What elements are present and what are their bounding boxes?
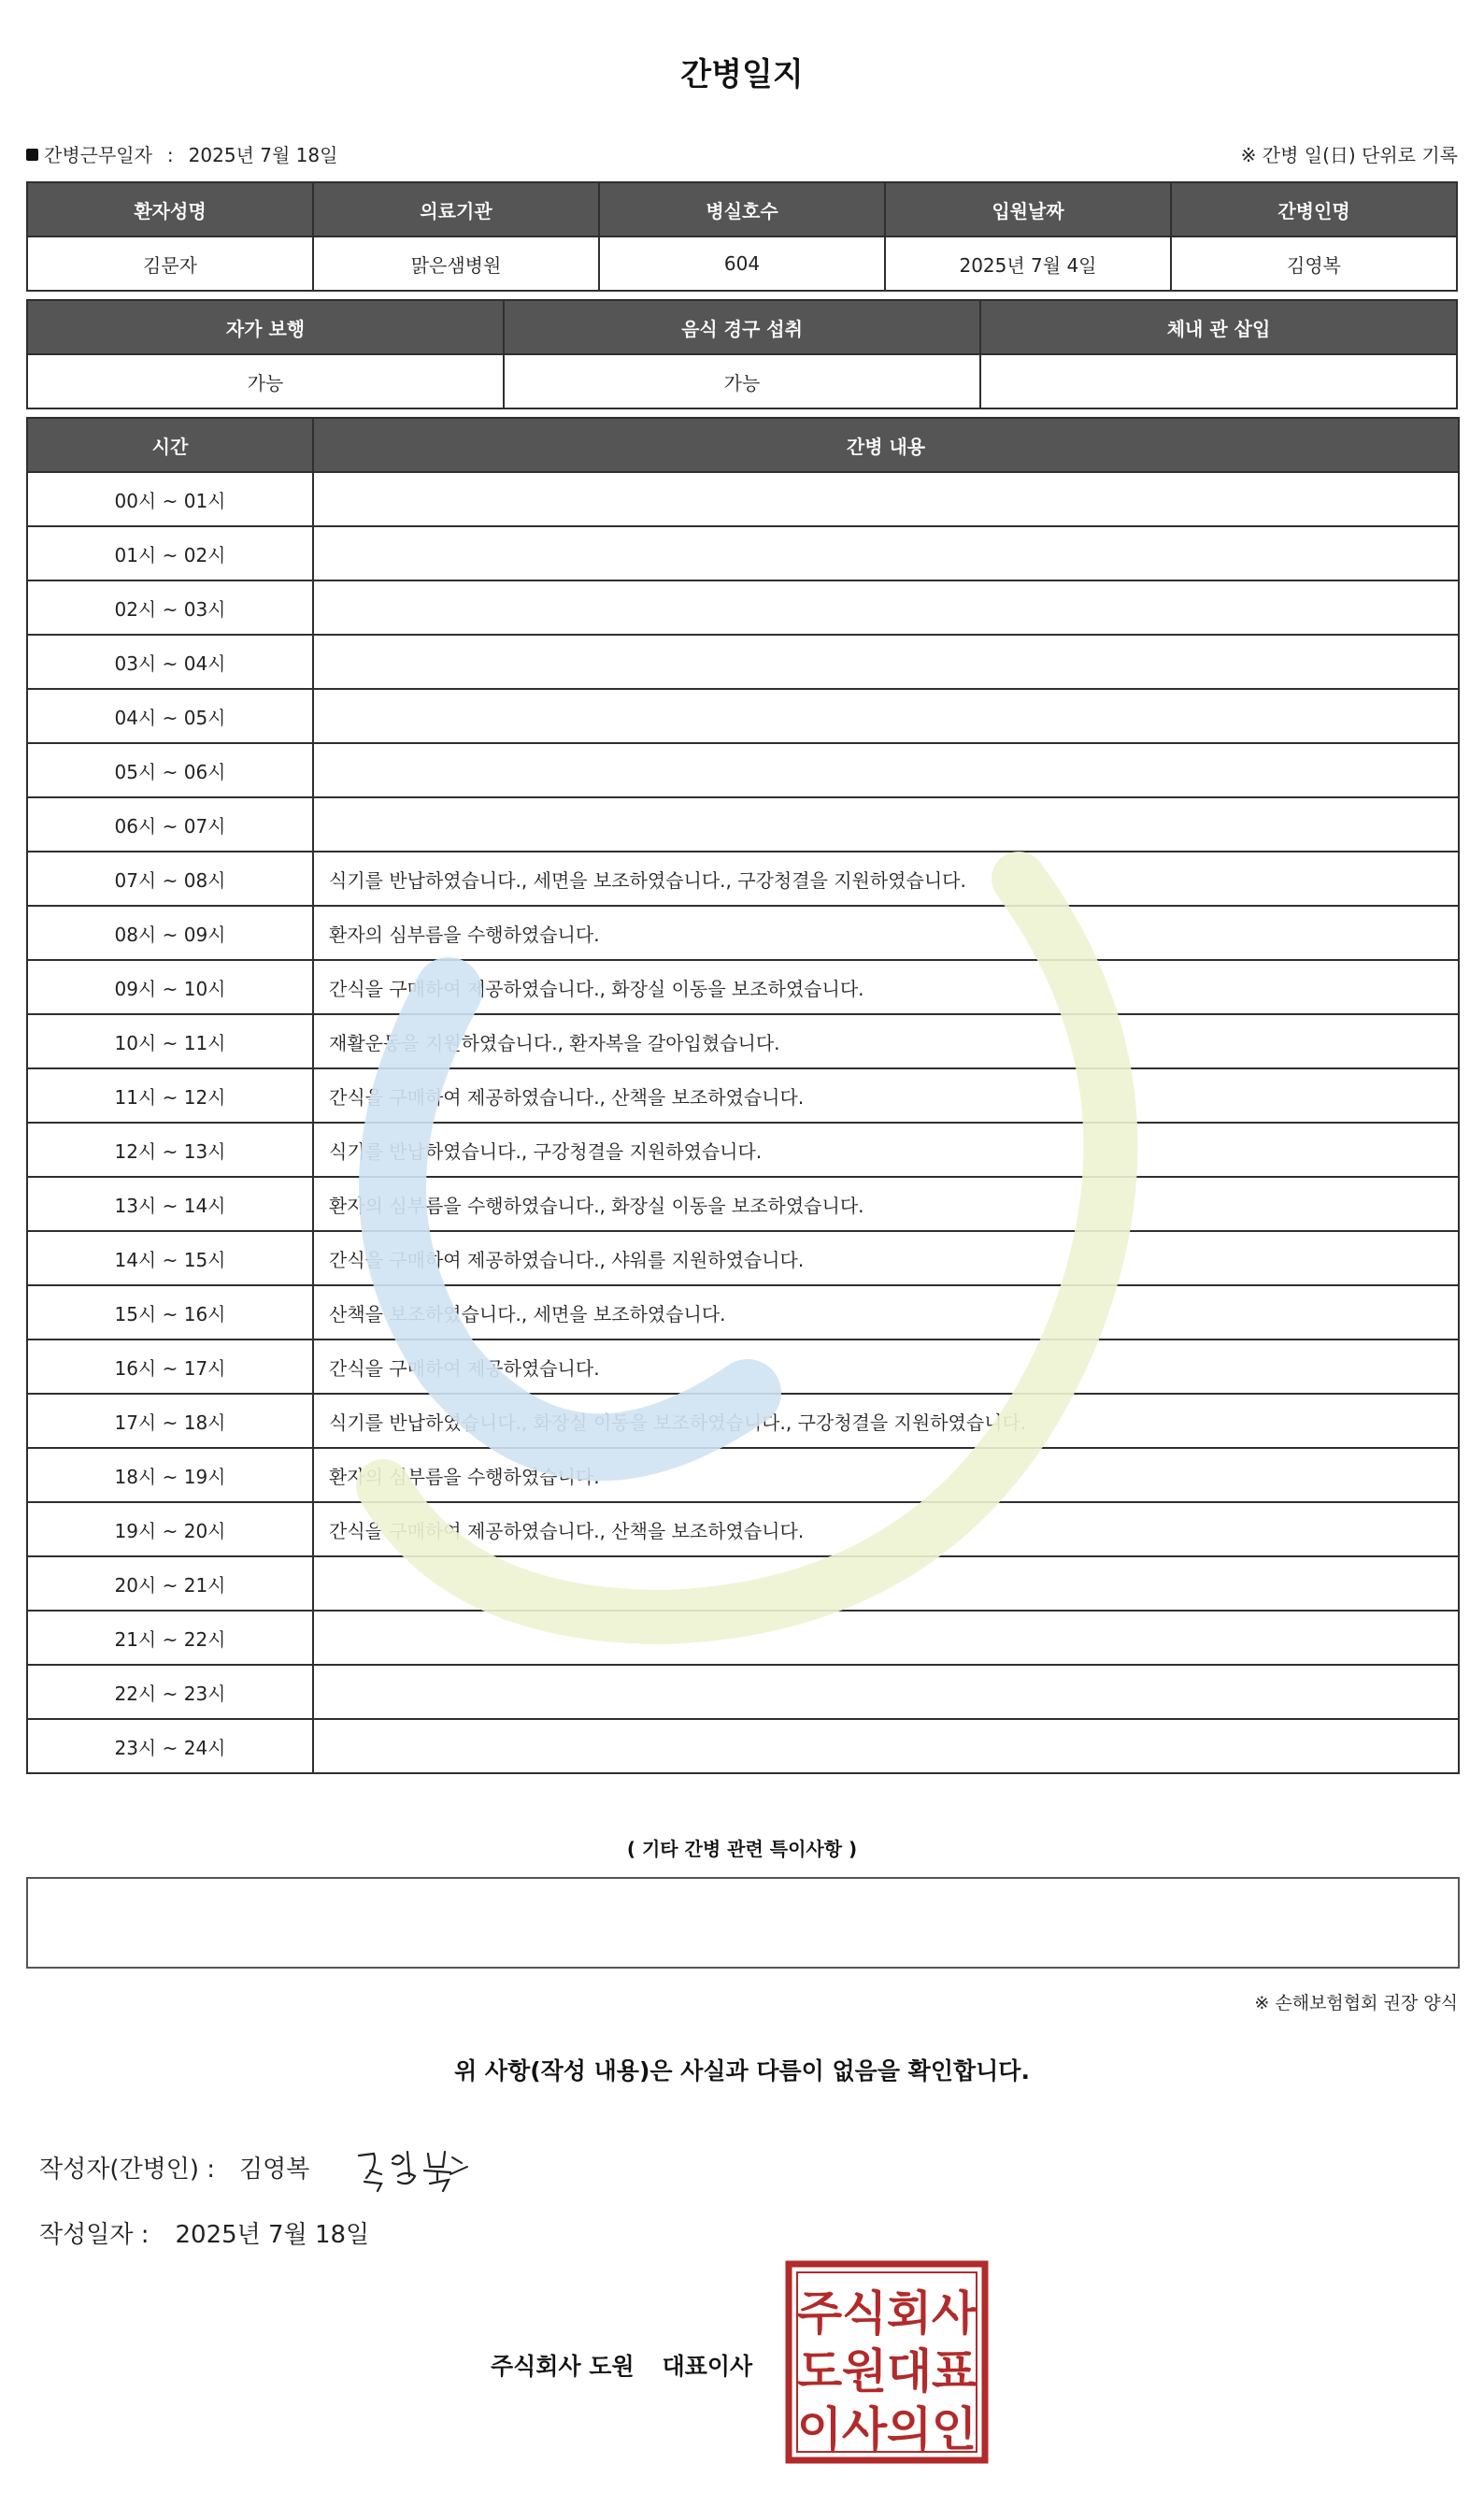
handwritten-signature <box>353 2139 475 2195</box>
care-log-content <box>313 1719 1459 1773</box>
care-log-row <box>27 1339 1459 1394</box>
care-log-time: 21시 ~ 22시 <box>27 1611 313 1665</box>
patient-name-value: 김문자 <box>27 236 313 291</box>
care-log-row <box>27 852 1459 906</box>
hospital-value: 맑은샘병원 <box>313 236 599 291</box>
seal-character: 사 <box>841 2402 888 2457</box>
writer-line <box>39 2150 309 2185</box>
company-name: 주식회사 도원 <box>491 2353 635 2380</box>
care-log-time: 19시 ~ 20시 <box>27 1502 313 1556</box>
care-log-row <box>27 797 1459 852</box>
written-date-label: 작성일자 : <box>39 2221 150 2249</box>
seal-character: 인 <box>931 2402 977 2457</box>
written-date-value: 2025년 7월 18일 <box>175 2221 370 2249</box>
care-log-table <box>26 417 1460 1774</box>
care-log-time: 12시 ~ 13시 <box>27 1123 313 1177</box>
care-log-content: 환자의 심부름을 수행하였습니다. <box>313 906 1459 960</box>
care-log-time: 00시 ~ 01시 <box>27 472 313 526</box>
care-log-time: 08시 ~ 09시 <box>27 906 313 960</box>
company-line <box>491 2348 752 2382</box>
care-log-time: 03시 ~ 04시 <box>27 635 313 689</box>
care-log-time: 16시 ~ 17시 <box>27 1339 313 1394</box>
header-caregiver-name: 간병인명 <box>1171 182 1457 236</box>
care-log-row <box>27 1014 1459 1068</box>
care-log-content: 식기를 반납하였습니다., 구강청결을 지원하였습니다. <box>313 1123 1459 1177</box>
care-log-content: 환자의 심부름을 수행하였습니다., 화장실 이동을 보조하였습니다. <box>313 1177 1459 1231</box>
care-log-row <box>27 472 1459 526</box>
admission-date-value: 2025년 7월 4일 <box>885 236 1171 291</box>
care-log-row <box>27 689 1459 743</box>
care-log-content: 환자의 심부름을 수행하였습니다. <box>313 1448 1459 1502</box>
seal-character: 도 <box>796 2344 843 2399</box>
room-number-value: 604 <box>599 236 885 291</box>
company-seal-stamp <box>785 2260 989 2464</box>
care-log-time: 22시 ~ 23시 <box>27 1665 313 1719</box>
care-log-row <box>27 1719 1459 1773</box>
seal-character: 대 <box>886 2344 933 2399</box>
care-log-content <box>313 797 1459 852</box>
care-log-content: 간식을 구매하여 제공하였습니다. <box>313 1339 1459 1394</box>
self-walking-value: 가능 <box>27 354 504 408</box>
care-log-time: 07시 ~ 08시 <box>27 852 313 906</box>
page-title: 간병일지 <box>680 56 804 93</box>
seal-character: 이 <box>796 2402 843 2457</box>
care-log-time: 23시 ~ 24시 <box>27 1719 313 1773</box>
care-log-content: 식기를 반납하였습니다., 세면을 보조하였습니다., 구강청결을 지원하였습니다. <box>313 852 1459 906</box>
care-log-row <box>27 1285 1459 1339</box>
care-log-content: 간식을 구매하여 제공하였습니다., 산책을 보조하였습니다. <box>313 1068 1459 1123</box>
care-log-time: 04시 ~ 05시 <box>27 689 313 743</box>
care-log-content: 간식을 구매하여 제공하였습니다., 산책을 보조하였습니다. <box>313 1502 1459 1556</box>
seal-character: 의 <box>886 2402 933 2457</box>
care-log-row <box>27 1123 1459 1177</box>
care-log-content: 식기를 반납하였습니다., 화장실 이동을 보조하였습니다., 구강청결을 지원하였습니다. <box>313 1394 1459 1448</box>
seal-character: 주 <box>796 2286 843 2341</box>
work-date-colon: : <box>166 144 174 166</box>
header-room-number: 병실호수 <box>599 182 885 236</box>
patient-status-header-row <box>27 300 1457 354</box>
care-log-time: 20시 ~ 21시 <box>27 1556 313 1611</box>
care-log-content <box>313 580 1459 635</box>
care-log-content <box>313 1556 1459 1611</box>
written-date-line <box>39 2215 369 2250</box>
work-date-line <box>26 140 337 167</box>
seal-character: 회 <box>886 2286 933 2341</box>
care-log-content <box>313 1665 1459 1719</box>
care-log-row <box>27 1665 1459 1719</box>
care-log-time: 17시 ~ 18시 <box>27 1394 313 1448</box>
care-log-row <box>27 1068 1459 1123</box>
seal-character: 표 <box>931 2344 977 2399</box>
oral-intake-value: 가능 <box>504 354 980 408</box>
patient-status-table <box>26 299 1458 409</box>
care-log-body <box>27 472 1459 1773</box>
care-log-time: 05시 ~ 06시 <box>27 743 313 797</box>
form-source-note: ※ 손해보험협회 권장 양식 <box>1254 1993 1458 2013</box>
care-log-time: 10시 ~ 11시 <box>27 1014 313 1068</box>
seal-character: 식 <box>841 2286 888 2341</box>
remarks-title: ( 기타 간병 관련 특이사항 ) <box>626 1838 858 1860</box>
tube-insertion-value <box>980 354 1457 408</box>
care-log-time: 02시 ~ 03시 <box>27 580 313 635</box>
care-log-time: 14시 ~ 15시 <box>27 1231 313 1285</box>
care-log-row <box>27 960 1459 1014</box>
caregiver-name-value: 김영복 <box>1171 236 1457 291</box>
care-log-content <box>313 526 1459 580</box>
care-log-time: 06시 ~ 07시 <box>27 797 313 852</box>
care-log-time: 11시 ~ 12시 <box>27 1068 313 1123</box>
ceo-label: 대표이사 <box>662 2353 753 2380</box>
work-date-label: 간병근무일자 <box>44 144 152 166</box>
patient-status-value-row <box>27 354 1457 408</box>
header-admission-date: 입원날짜 <box>885 182 1171 236</box>
care-log-row <box>27 1448 1459 1502</box>
care-log-row <box>27 526 1459 580</box>
writer-name: 김영복 <box>239 2156 310 2184</box>
remarks-box <box>26 1877 1460 1969</box>
care-log-row <box>27 1231 1459 1285</box>
care-log-content <box>313 635 1459 689</box>
care-log-row <box>27 1611 1459 1665</box>
care-log-content: 재활운동을 지원하였습니다., 환자복을 갈아입혔습니다. <box>313 1014 1459 1068</box>
care-log-row <box>27 906 1459 960</box>
header-care-content: 간병 내용 <box>313 418 1459 472</box>
care-log-header-row <box>27 418 1459 472</box>
care-log-content <box>313 472 1459 526</box>
care-log-row <box>27 580 1459 635</box>
care-log-row <box>27 1556 1459 1611</box>
care-log-time: 01시 ~ 02시 <box>27 526 313 580</box>
care-log-time: 13시 ~ 14시 <box>27 1177 313 1231</box>
care-log-row <box>27 1394 1459 1448</box>
care-log-row <box>27 1502 1459 1556</box>
care-log-content: 간식을 구매하여 제공하였습니다., 샤워를 지원하였습니다. <box>313 1231 1459 1285</box>
care-log-time: 18시 ~ 19시 <box>27 1448 313 1502</box>
patient-info-value-row <box>27 236 1457 291</box>
seal-character: 원 <box>841 2344 888 2399</box>
record-unit-note: ※ 간병 일(日) 단위로 기록 <box>1240 144 1458 166</box>
care-log-content <box>313 743 1459 797</box>
care-log-content <box>313 1611 1459 1665</box>
confirmation-statement: 위 사항(작성 내용)은 사실과 다름이 없음을 확인합니다. <box>454 2057 1030 2084</box>
writer-label: 작성자(간병인) : <box>39 2156 216 2184</box>
header-hospital: 의료기관 <box>313 182 599 236</box>
care-log-content: 산책을 보조하였습니다., 세면을 보조하였습니다. <box>313 1285 1459 1339</box>
care-log-time: 15시 ~ 16시 <box>27 1285 313 1339</box>
bullet-square-icon <box>26 149 38 161</box>
work-date-value: 2025년 7월 18일 <box>188 144 338 166</box>
header-time: 시간 <box>27 418 313 472</box>
seal-character: 사 <box>931 2286 977 2341</box>
patient-info-header-row <box>27 182 1457 236</box>
care-log-content: 간식을 구매하여 제공하였습니다., 화장실 이동을 보조하였습니다. <box>313 960 1459 1014</box>
care-log-time: 09시 ~ 10시 <box>27 960 313 1014</box>
header-oral-intake: 음식 경구 섭취 <box>504 300 980 354</box>
care-log-content <box>313 689 1459 743</box>
patient-info-table <box>26 181 1458 292</box>
care-log-row <box>27 1177 1459 1231</box>
header-self-walking: 자가 보행 <box>27 300 504 354</box>
header-patient-name: 환자성명 <box>27 182 313 236</box>
care-log-row <box>27 635 1459 689</box>
care-log-row <box>27 743 1459 797</box>
header-tube-insertion: 체내 관 삽입 <box>980 300 1457 354</box>
